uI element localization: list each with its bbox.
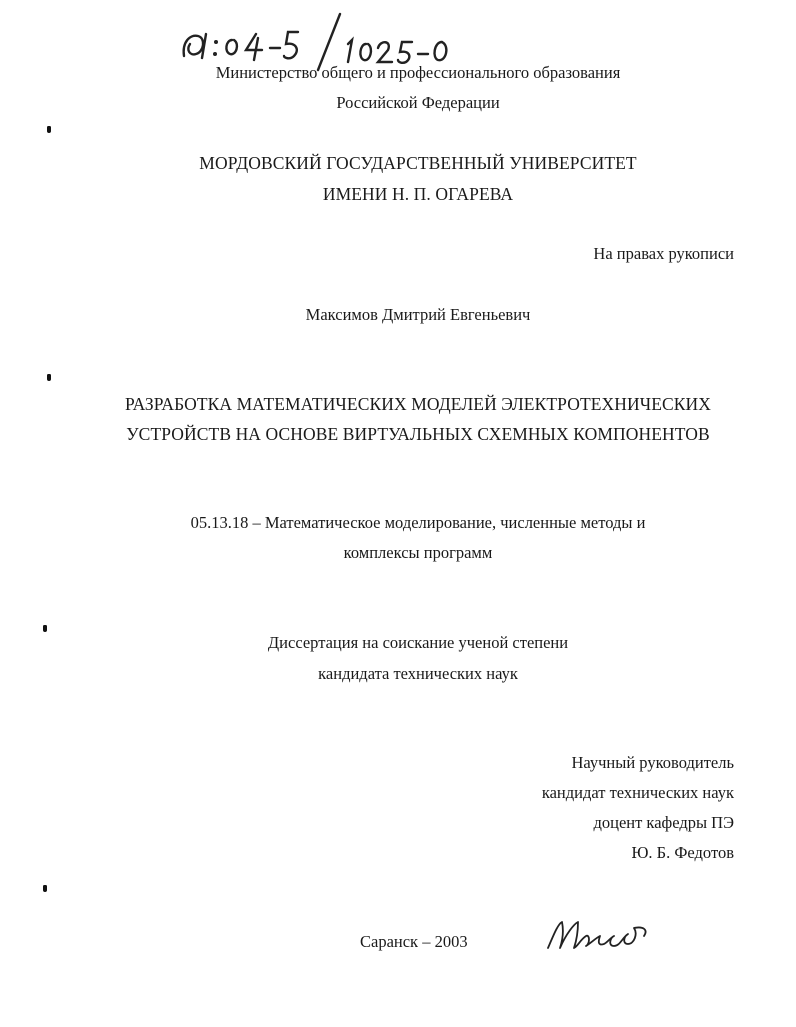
degree-line-1: Диссертация на соискание ученой степени — [267, 633, 569, 652]
university-name-line-2: ИМЕНИ Н. П. ОГАРЕВА — [322, 184, 514, 204]
supervisor-line-1: Научный руководитель — [571, 753, 734, 772]
supervisor-line-3: доцент кафедры ПЭ — [593, 813, 734, 832]
dissertation-title-line-1: РАЗРАБОТКА МАТЕМАТИЧЕСКИХ МОДЕЛЕЙ ЭЛЕКТРОТЕХНИЧЕСКИХ — [124, 394, 712, 414]
supervisor-line-4: Ю. Б. Федотов — [631, 843, 734, 862]
punch-mark — [40, 883, 50, 895]
degree-line-2: кандидата технических наук — [318, 664, 518, 683]
specialty-line-1: 05.13.18 – Математическое моделирование, численные методы и — [190, 513, 646, 532]
punch-mark — [44, 372, 54, 384]
supervisor-line-2: кандидат технических наук — [541, 783, 734, 802]
dissertation-title-line-2: УСТРОЙСТВ НА ОСНОВЕ ВИРТУАЛЬНЫХ СХЕМНЫХ КОМПОНЕНТОВ — [126, 424, 710, 444]
ministry-line-1: Министерство общего и профессионального образования — [215, 63, 621, 82]
specialty-line-2: комплексы программ — [343, 543, 493, 562]
manuscript-rights: На правах рукописи — [593, 244, 734, 263]
ministry-line-2: Российской Федерации — [336, 93, 500, 112]
city-year: Саранск – 2003 — [360, 932, 468, 951]
author-name: Максимов Дмитрий Евгеньевич — [305, 305, 531, 324]
punch-mark — [40, 623, 50, 635]
university-name-line-1: МОРДОВСКИЙ ГОСУДАРСТВЕННЫЙ УНИВЕРСИТЕТ — [199, 153, 637, 173]
punch-mark — [44, 124, 54, 136]
handwritten-signature — [544, 912, 654, 962]
